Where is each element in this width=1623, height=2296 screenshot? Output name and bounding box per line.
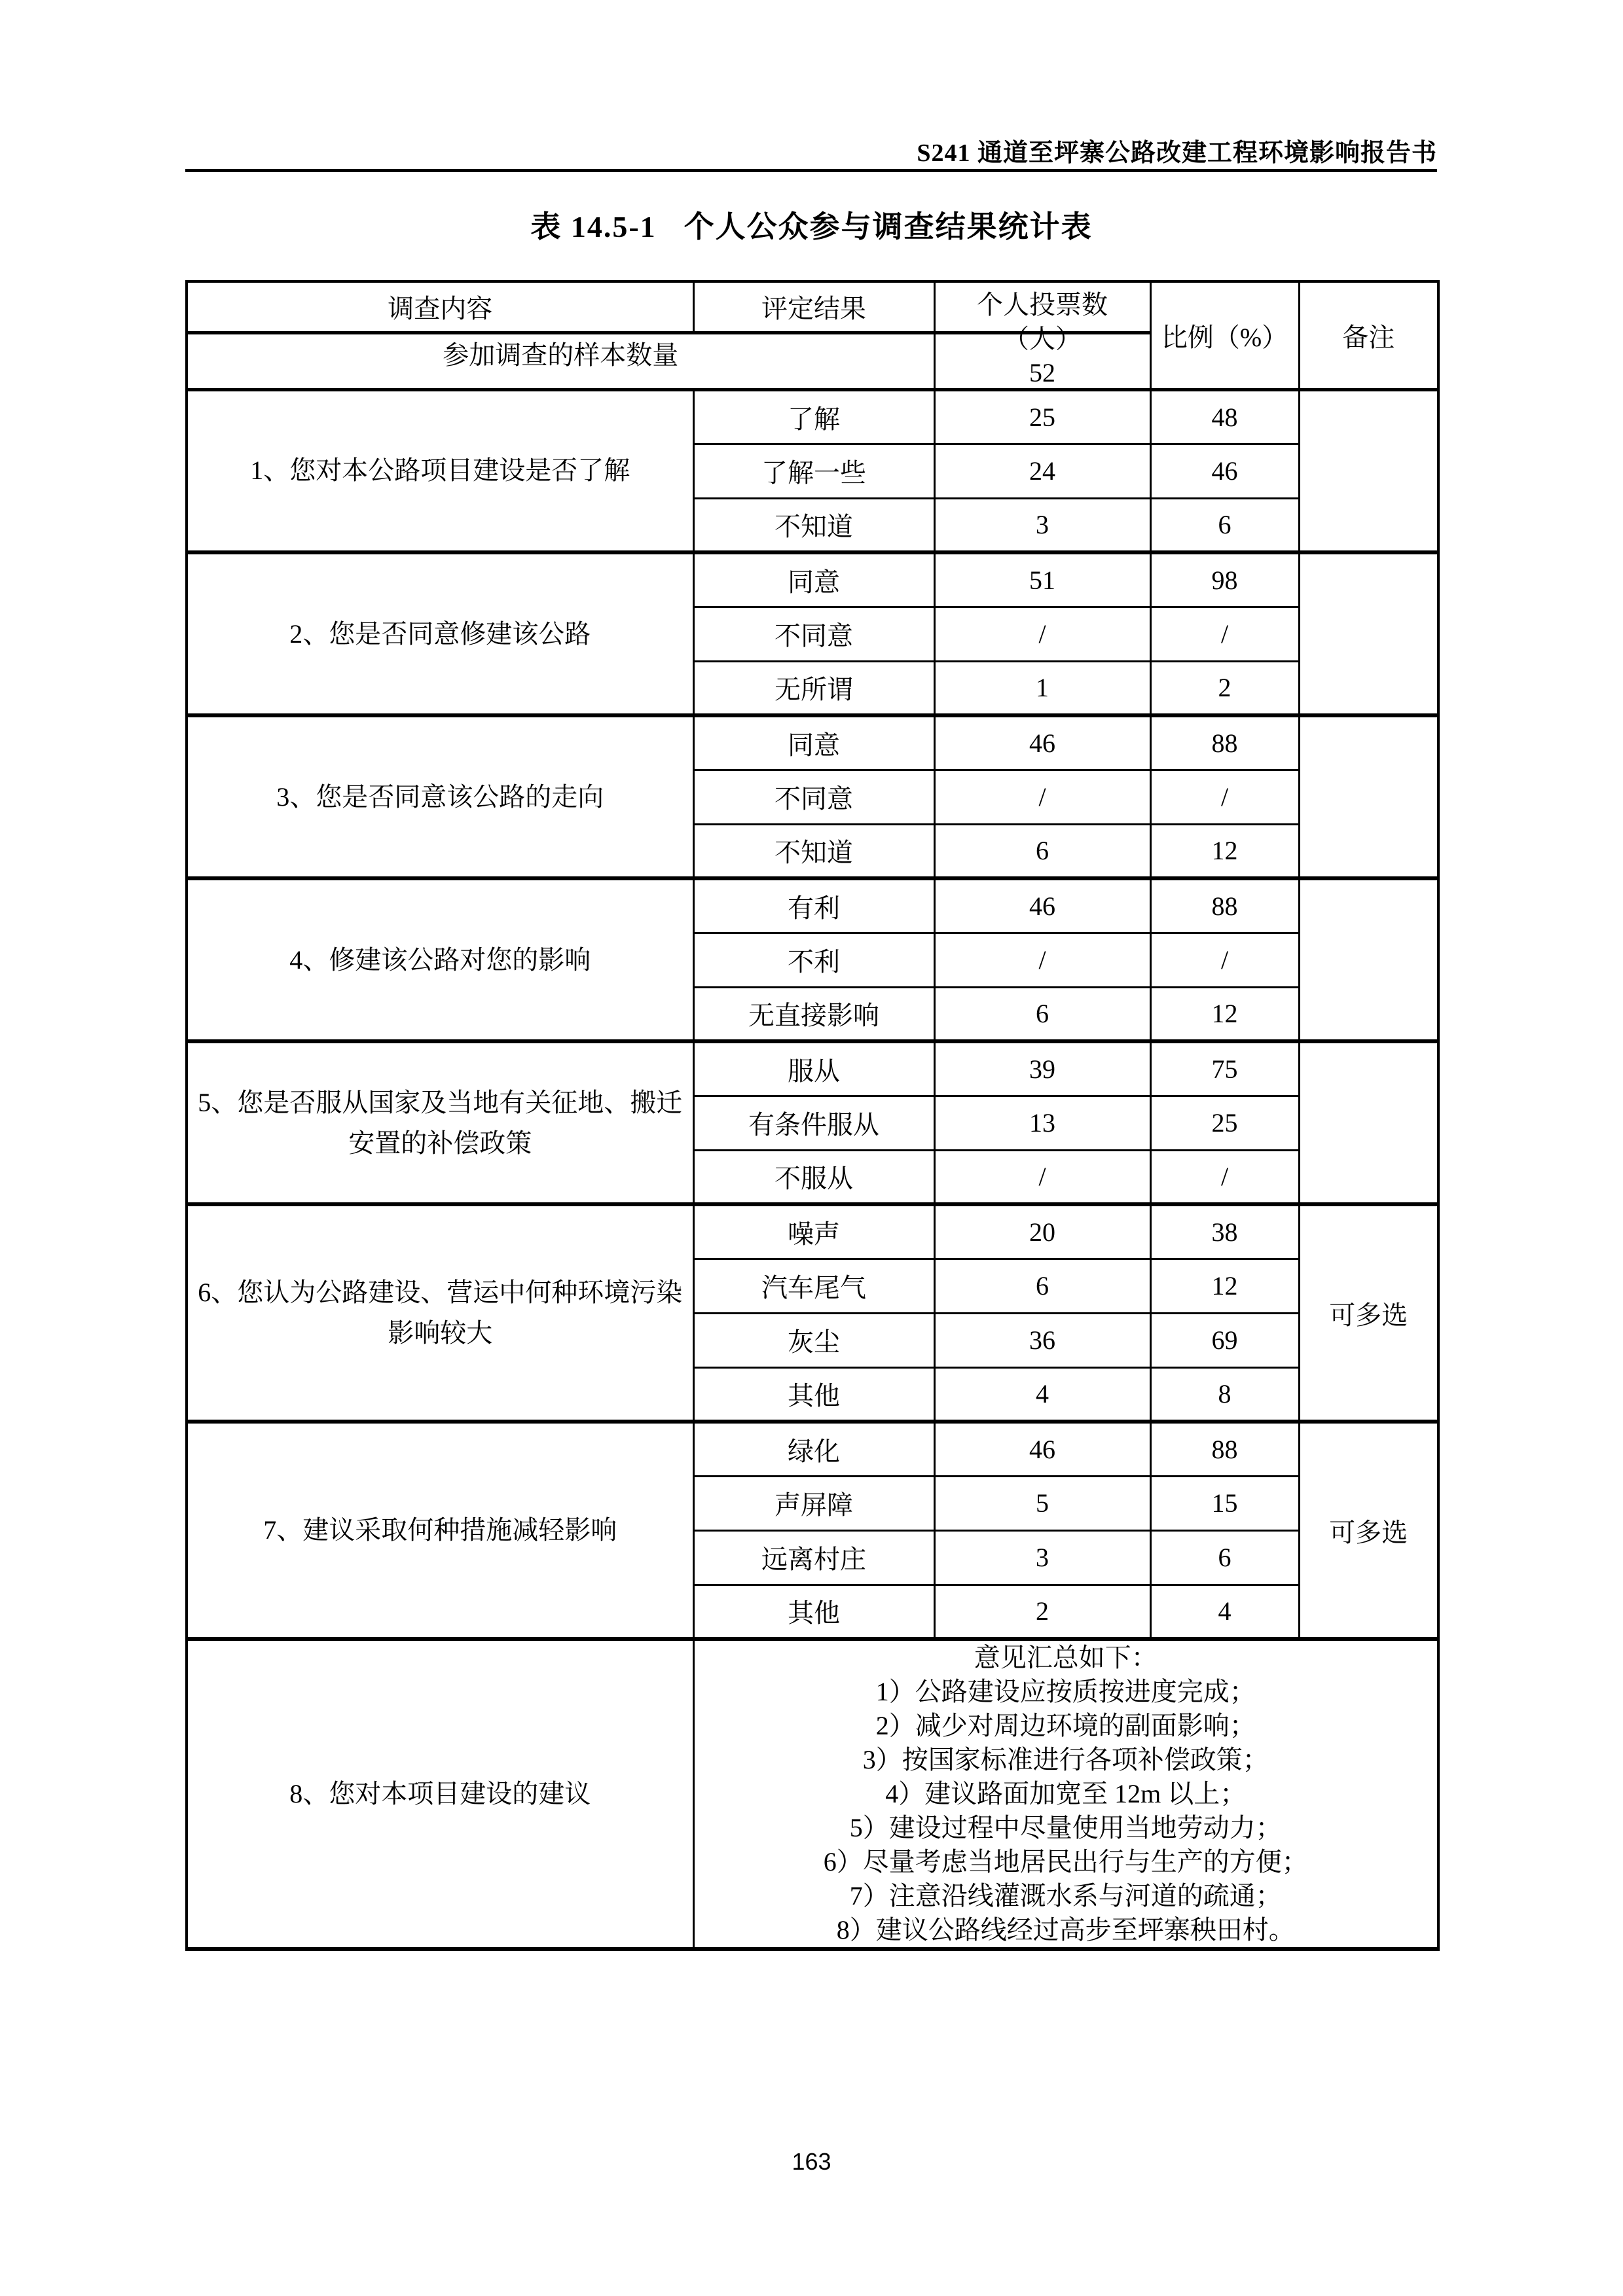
question-cell: 5、您是否服从国家及当地有关征地、搬迁安置的补偿政策 xyxy=(187,1041,693,1204)
survey-group-row xyxy=(187,389,1438,444)
option-cell: 不同意 xyxy=(693,770,934,824)
votes-cell: / xyxy=(934,933,1150,987)
col-header-result: 评定结果 xyxy=(693,281,934,332)
survey-group-row xyxy=(187,1041,1438,1096)
ratio-cell: 12 xyxy=(1150,824,1299,878)
remark-cell xyxy=(1299,715,1438,878)
ratio-cell: 75 xyxy=(1150,1041,1299,1096)
sample-size-value: 52 xyxy=(1029,357,1055,387)
votes-cell: 39 xyxy=(934,1041,1150,1096)
table-title xyxy=(0,203,1623,246)
ratio-cell: 6 xyxy=(1150,1530,1299,1585)
votes-cell: 6 xyxy=(934,824,1150,878)
votes-cell: 36 xyxy=(934,1313,1150,1367)
votes-cell: 4 xyxy=(934,1367,1150,1422)
ratio-cell: 4 xyxy=(1150,1585,1299,1639)
votes-cell: 51 xyxy=(934,552,1150,607)
header-divider xyxy=(185,169,1437,172)
option-cell: 无直接影响 xyxy=(693,987,934,1041)
ratio-cell: 8 xyxy=(1150,1367,1299,1422)
col-header-votes xyxy=(934,281,1150,353)
option-cell: 不同意 xyxy=(693,607,934,661)
ratio-cell: 6 xyxy=(1150,498,1299,552)
question-cell: 8、您对本项目建设的建议 xyxy=(187,1639,693,1949)
remark-cell xyxy=(1299,389,1438,552)
remark-cell: 可多选 xyxy=(1299,1422,1438,1639)
remark-cell xyxy=(1299,552,1438,715)
votes-header-line2: （人） xyxy=(1003,324,1082,353)
ratio-cell: 12 xyxy=(1150,1259,1299,1313)
ratio-cell: 12 xyxy=(1150,987,1299,1041)
ratio-cell: 48 xyxy=(1150,389,1299,444)
ratio-cell: / xyxy=(1150,1150,1299,1204)
question-cell: 7、建议采取何种措施减轻影响 xyxy=(187,1422,693,1639)
votes-cell: 46 xyxy=(934,878,1150,933)
suggestion-line: 7）注意沿线灌溉水系与河道的疏通； xyxy=(849,1881,1282,1910)
suggestion-line: 3）按国家标准进行各项补偿政策； xyxy=(862,1745,1269,1774)
survey-group-row xyxy=(187,1204,1438,1259)
votes-cell: 2 xyxy=(934,1585,1150,1639)
survey-group-row xyxy=(187,715,1438,770)
survey-group-row xyxy=(187,1422,1438,1476)
votes-cell: 6 xyxy=(934,1259,1150,1313)
question-cell: 6、您认为公路建设、营运中何种环境污染影响较大 xyxy=(187,1204,693,1422)
suggestions-cell xyxy=(693,1639,1438,1949)
votes-cell: / xyxy=(934,770,1150,824)
ratio-cell: / xyxy=(1150,933,1299,987)
suggestion-line: 6）尽量考虑当地居民出行与生产的方便； xyxy=(823,1847,1308,1876)
suggestion-line: 5）建设过程中尽量使用当地劳动力； xyxy=(849,1813,1282,1842)
option-cell: 其他 xyxy=(693,1367,934,1422)
col-header-ratio: 比例（%） xyxy=(1150,281,1299,389)
option-cell: 不利 xyxy=(693,933,934,987)
votes-cell: 25 xyxy=(934,389,1150,444)
survey-group-row xyxy=(187,878,1438,933)
table-title-number: 表 14.5-1 xyxy=(530,210,657,243)
option-cell: 不知道 xyxy=(693,824,934,878)
table-title-text: 个人公众参与调查结果统计表 xyxy=(684,210,1093,243)
survey-results-table xyxy=(185,280,1440,1951)
option-cell: 不知道 xyxy=(693,498,934,552)
suggestion-line: 1）公路建设应按质按进度完成； xyxy=(875,1677,1256,1706)
votes-cell: 3 xyxy=(934,498,1150,552)
sample-size-label: 参加调查的样本数量 xyxy=(187,332,934,389)
ratio-cell: 46 xyxy=(1150,444,1299,498)
votes-cell: 5 xyxy=(934,1476,1150,1530)
ratio-cell: 15 xyxy=(1150,1476,1299,1530)
option-cell: 同意 xyxy=(693,552,934,607)
option-cell: 汽车尾气 xyxy=(693,1259,934,1313)
votes-cell: 46 xyxy=(934,715,1150,770)
ratio-cell: 88 xyxy=(1150,715,1299,770)
votes-cell: 13 xyxy=(934,1096,1150,1150)
option-cell: 声屏障 xyxy=(693,1476,934,1530)
col-header-survey-content: 调查内容 xyxy=(187,281,693,332)
ratio-cell: 88 xyxy=(1150,1422,1299,1476)
option-cell: 了解一些 xyxy=(693,444,934,498)
survey-group-row xyxy=(187,552,1438,607)
ratio-cell: 38 xyxy=(1150,1204,1299,1259)
survey-group-row xyxy=(187,1639,1438,1949)
option-cell: 灰尘 xyxy=(693,1313,934,1367)
table-header-row xyxy=(187,281,1438,332)
ratio-cell: / xyxy=(1150,770,1299,824)
votes-header-line1: 个人投票数 xyxy=(977,290,1108,319)
option-cell: 噪声 xyxy=(693,1204,934,1259)
col-header-remark: 备注 xyxy=(1299,281,1438,389)
ratio-cell: 25 xyxy=(1150,1096,1299,1150)
suggestion-line: 4）建议路面加宽至 12m 以上； xyxy=(885,1779,1247,1808)
remark-cell xyxy=(1299,878,1438,1041)
votes-cell: 6 xyxy=(934,987,1150,1041)
ratio-cell: 98 xyxy=(1150,552,1299,607)
ratio-cell: 2 xyxy=(1150,661,1299,715)
report-header-text: S241 通道至坪寨公路改建工程环境影响报告书 xyxy=(917,139,1437,167)
question-cell: 3、您是否同意该公路的走向 xyxy=(187,715,693,878)
votes-cell: 20 xyxy=(934,1204,1150,1259)
question-cell: 2、您是否同意修建该公路 xyxy=(187,552,693,715)
votes-header-wrap xyxy=(936,288,1150,356)
votes-cell: 46 xyxy=(934,1422,1150,1476)
suggestion-line: 2）减少对周边环境的副面影响； xyxy=(875,1711,1256,1740)
ratio-cell: 88 xyxy=(1150,878,1299,933)
votes-cell: 1 xyxy=(934,661,1150,715)
question-cell: 4、修建该公路对您的影响 xyxy=(187,878,693,1041)
option-cell: 有利 xyxy=(693,878,934,933)
page-number: 163 xyxy=(792,2148,831,2175)
suggestion-line: 意见汇总如下： xyxy=(974,1643,1158,1672)
ratio-cell: / xyxy=(1150,607,1299,661)
option-cell: 了解 xyxy=(693,389,934,444)
votes-cell: / xyxy=(934,1150,1150,1204)
suggestion-line: 8）建议公路线经过高步至坪寨秧田村。 xyxy=(836,1915,1295,1945)
option-cell: 有条件服从 xyxy=(693,1096,934,1150)
option-cell: 远离村庄 xyxy=(693,1530,934,1585)
ratio-cell: 69 xyxy=(1150,1313,1299,1367)
votes-cell: / xyxy=(934,607,1150,661)
question-cell: 1、您对本公路项目建设是否了解 xyxy=(187,389,693,552)
survey-table-body xyxy=(187,389,1438,1949)
option-cell: 绿化 xyxy=(693,1422,934,1476)
remark-cell: 可多选 xyxy=(1299,1204,1438,1422)
option-cell: 同意 xyxy=(693,715,934,770)
option-cell: 无所谓 xyxy=(693,661,934,715)
option-cell: 其他 xyxy=(693,1585,934,1639)
remark-cell xyxy=(1299,1041,1438,1204)
votes-cell: 3 xyxy=(934,1530,1150,1585)
option-cell: 服从 xyxy=(693,1041,934,1096)
option-cell: 不服从 xyxy=(693,1150,934,1204)
votes-cell: 24 xyxy=(934,444,1150,498)
